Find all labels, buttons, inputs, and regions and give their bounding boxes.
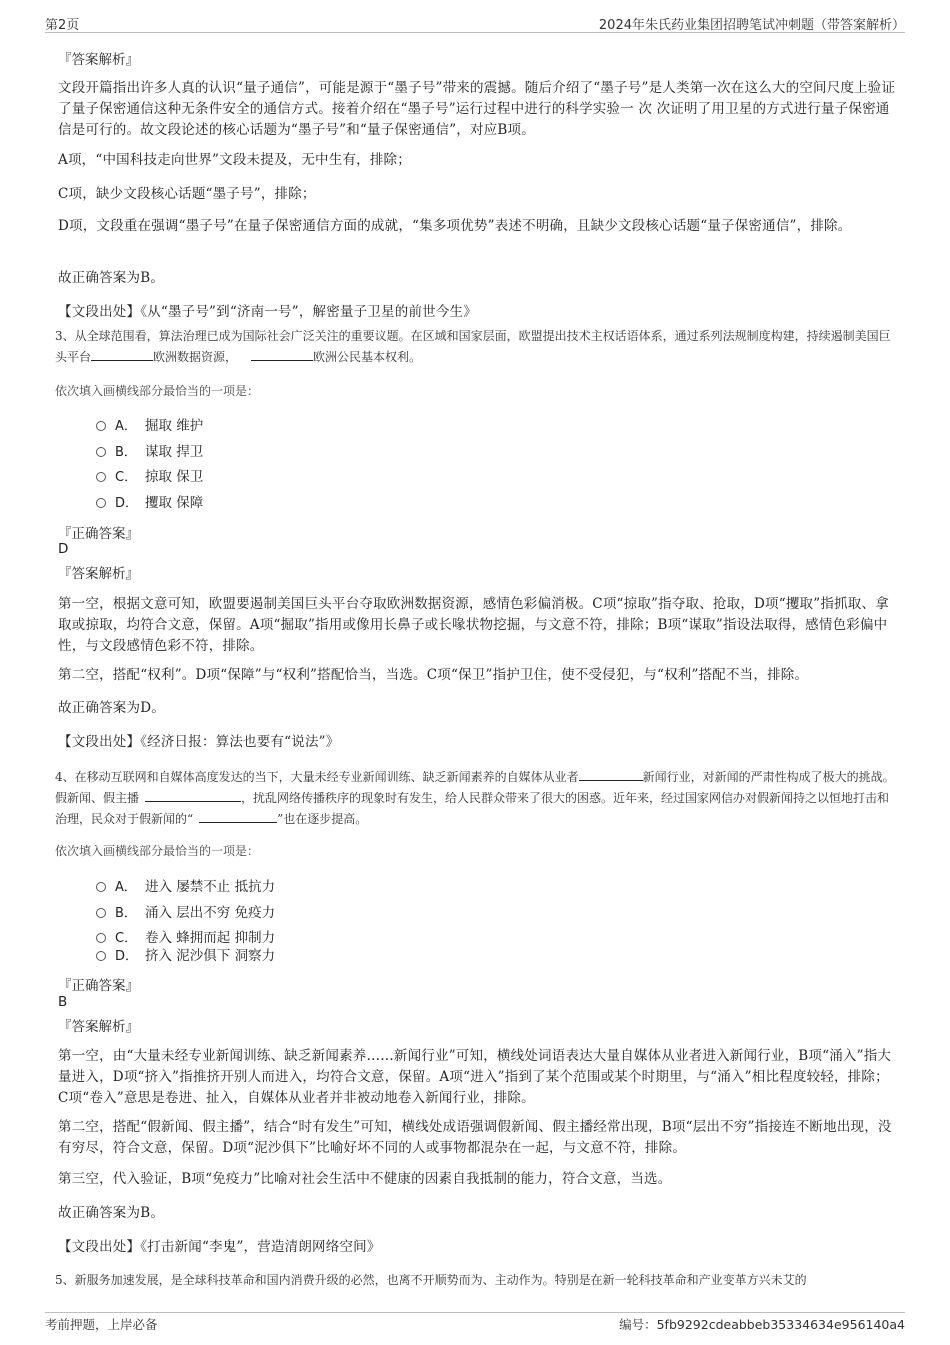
page-footer [45, 1312, 905, 1333]
q3-correct-answer: D [58, 541, 69, 557]
q3-question-text [55, 326, 898, 367]
q4-option-a[interactable]: A． 进入 屡禁不止 抵抗力 [96, 877, 275, 897]
q4-correct-label: 『正确答案』 [58, 978, 139, 994]
q3-blank-2 [251, 346, 313, 361]
q3-analysis-label: 『答案解析』 [58, 566, 139, 582]
q3-text-part-1: 3、从全球范围看，算法治理已成为国际社会广泛关注的重要议题。在区域和国家层面，欧盟提出技术主权话语体系，通过系列法规制度构建，持续遏制美国巨头平台 [55, 329, 891, 364]
q3-stem: 依次填入画横线部分最恰当的一项是： [55, 384, 260, 398]
q4-option-b[interactable]: B． 涌入 层出不穷 免疫力 [96, 903, 275, 923]
q3-source: 【文段出处】《经济日报：算法也要有“说法”》 [58, 734, 340, 750]
q4-analysis-paragraph-1: 第一空，由“大量未经专业新闻训练、缺乏新闻素养……新闻行业”可知，横线处词语表达大量自媒体从业者进入新闻行业，B项“涌入”指大量进入，D项“挤入”指推挤开别人而进入，均符合文意，保留。A项“进入”指到了某个范围或某个时期里，与“涌入”相比程度较轻，排除；C项“卷入”意思是卷进、扯入，自媒体从业者并非被动地卷入新闻行业，排除。 [58, 1048, 892, 1106]
q2-analysis-paragraph-1: 文段开篇指出许多人真的认识“量子通信”，可能是源于“墨子号”带来的震撼。随后介绍了“墨子号”是人类第一次在这么大的空间尺度上验证了量子保密通信这种无条件安全的通信方式。接着介绍在“墨子号”运行过程中进行的科学实验一 次 次证明了用卫星的方式进行量子保密通信是可行的。故文段论述的核心话题为“墨子号”和“量子保密通信”，对应B项。 [58, 80, 896, 138]
q4-stem: 依次填入画横线部分最恰当的一项是： [55, 844, 260, 858]
q4-analysis-paragraph-3: 第三空，代入验证，B项“免疫力”比喻对社会生活中不健康的因素自我抵制的能力，符合文意，当选。 [58, 1171, 672, 1187]
document-id: 编号：5fb9292cdeabbeb35334634e956140a4 [619, 1317, 905, 1332]
q3-text-part-2: 欧洲数据资源， [153, 350, 238, 364]
q3-analysis-conclusion: 故正确答案为D。 [58, 700, 165, 716]
radio-icon[interactable] [96, 421, 106, 431]
q4-blank-2 [145, 787, 241, 802]
q3-option-b[interactable]: B． 谋取 捍卫 [96, 442, 203, 462]
q2-analysis-conclusion: 故正确答案为B。 [58, 270, 165, 286]
radio-icon[interactable] [96, 933, 106, 943]
q2-analysis-paragraph-3: C项，缺少文段核心话题“墨子号”，排除； [58, 186, 316, 202]
q3-correct-label: 『正确答案』 [58, 526, 139, 542]
q2-source: 【文段出处】《从“墨子号”到“济南一号”，解密量子卫星的前世今生》 [58, 304, 477, 320]
q3-option-d[interactable]: D． 攫取 保障 [96, 493, 203, 513]
q4-blank-3 [199, 808, 277, 823]
q4-text-part-4: ”也在逐步提高。 [277, 812, 368, 826]
q4-text-part-1: 4、在移动互联网和自媒体高度发达的当下，大量未经专业新闻训练、缺乏新闻素养的自媒体从业者 [55, 770, 579, 784]
q4-option-c[interactable]: C． 卷入 蜂拥而起 抑制力 [96, 928, 275, 948]
footer-slogan: 考前押题，上岸必备 [45, 1317, 158, 1332]
q4-option-d[interactable]: D． 挤入 泥沙俱下 洞察力 [96, 946, 275, 966]
radio-icon[interactable] [96, 498, 106, 508]
q2-analysis-paragraph-4: D项，文段重在强调“墨子号”在量子保密通信方面的成就，“集多项优势”表述不明确，且缺少文段核心话题“量子保密通信”，排除。 [58, 218, 852, 234]
radio-icon[interactable] [96, 951, 106, 961]
q4-source: 【文段出处】《打击新闻“李鬼”，营造清朗网络空间》 [58, 1239, 381, 1255]
radio-icon[interactable] [96, 908, 106, 918]
q2-analysis-paragraph-2: A项，“中国科技走向世界”文段未提及，无中生有，排除； [58, 152, 411, 168]
q5-question-text: 5、新服务加速发展，是全球科技革命和国内消费升级的必然，也离不开顺势而为、主动作为。特别是在新一轮科技革命和产业变革方兴未艾的 [55, 1273, 807, 1287]
radio-icon[interactable] [96, 882, 106, 892]
q4-correct-answer: B [58, 994, 68, 1010]
q3-analysis-paragraph-1: 第一空，根据文意可知，欧盟要遏制美国巨头平台夺取欧洲数据资源，感情色彩偏消极。C项“掠取”指夺取、抢取，D项“攫取”指抓取、拿取或掠取，均符合文意，保留。A项“掘取”指用或像用长鼻子或长喙状物挖掘，与文意不符，排除；B项“谋取”指设法取得，感情色彩偏中性，与文段感情色彩不符，排除。 [58, 596, 889, 654]
q4-analysis-label: 『答案解析』 [58, 1019, 139, 1035]
page-number: 第2页 [45, 18, 80, 33]
q4-question-text [55, 766, 898, 829]
q3-analysis-paragraph-2: 第二空，搭配“权利”。D项“保障”与“权利”搭配恰当，当选。C项“保卫”指护卫住，使不受侵犯，与“权利”搭配不当，排除。 [58, 667, 809, 683]
q3-blank-1 [91, 346, 153, 361]
radio-icon[interactable] [96, 447, 106, 457]
page-header [45, 12, 905, 33]
q3-option-a[interactable]: A． 掘取 维护 [96, 416, 203, 436]
q3-text-part-3: 欧洲公民基本权利。 [313, 350, 422, 364]
q4-text-part-2: 新闻行业，对新闻的严肃性构成了极大的挑战。假新闻、假主播 [55, 770, 895, 805]
radio-icon[interactable] [96, 472, 106, 482]
q2-analysis-label: 『答案解析』 [58, 52, 139, 68]
q4-text-part-3: ，扰乱网络传播秩序的现象时有发生，给人民群众带来了很大的困惑。近年来，经过国家网信办对假新闻持之以恒地打击和治理，民众对于假新闻的“ [55, 791, 890, 826]
q4-analysis-conclusion: 故正确答案为B。 [58, 1205, 165, 1221]
q4-analysis-paragraph-2: 第二空，搭配“假新闻、假主播”，结合“时有发生”可知，横线处成语强调假新闻、假主播经常出现，B项“层出不穷”指接连不断地出现，没有穷尽，符合文意，保留。D项“泥沙俱下”比喻好坏不同的人或事物都混杂在一起，与文意不符，排除。 [58, 1119, 892, 1156]
document-title: 2024年朱氏药业集团招聘笔试冲刺题（带答案解析） [598, 18, 905, 33]
q4-blank-1 [579, 766, 643, 781]
q3-option-c[interactable]: C． 掠取 保卫 [96, 467, 203, 487]
